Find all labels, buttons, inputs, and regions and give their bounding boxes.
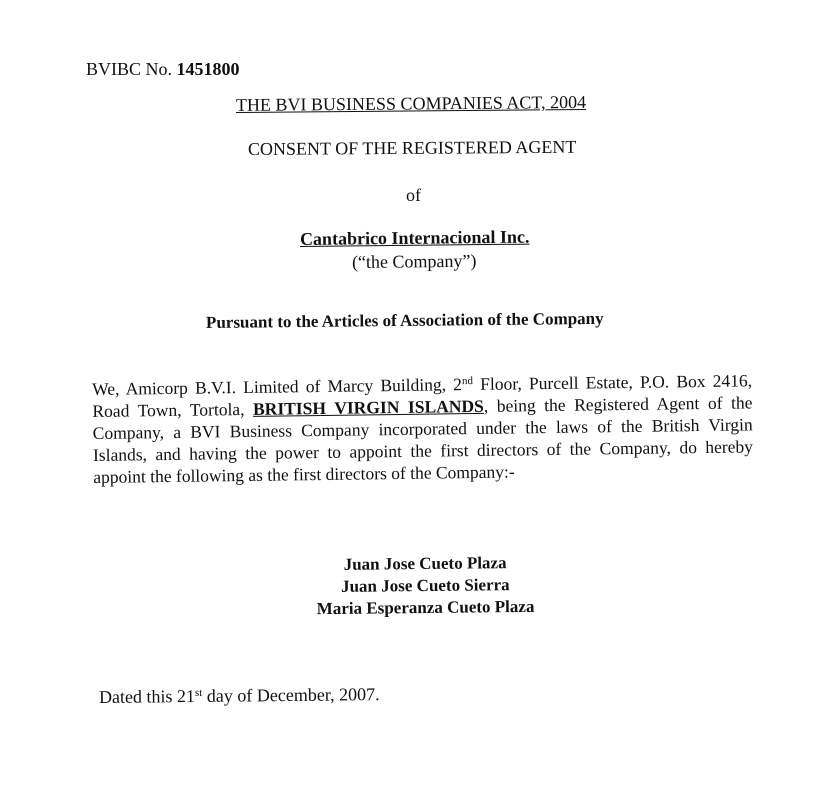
reference-value: 1451800 — [176, 59, 240, 79]
pursuant-heading: Pursuant to the Articles of Association of the Company — [205, 308, 604, 332]
company-alias: (“the Company”) — [351, 250, 477, 272]
paragraph-text: Road Town, Tortola, — [92, 398, 254, 421]
paragraph-line: Company, a BVI Business Company incorporated under the laws of the British Virgin — [92, 414, 753, 443]
dated-text: Dated this 21 — [98, 685, 196, 707]
director-name: Juan Jose Cueto Sierra — [340, 575, 510, 596]
directors-list — [300, 552, 551, 621]
paragraph-text: , being the Registered Agent of the — [483, 392, 753, 416]
director-name: Maria Esperanza Cueto Plaza — [316, 596, 535, 619]
act-title: THE BVI BUSINESS COMPANIES ACT, 2004 — [235, 91, 587, 115]
paragraph-line: Islands, and having the power to appoint the first directors of the Company, do hereby — [92, 436, 754, 465]
of-text: of — [406, 185, 421, 205]
consent-title: CONSENT OF THE REGISTERED AGENT — [247, 136, 577, 159]
bvi-emphasis: BRITISH VIRGIN ISLANDS — [252, 395, 484, 419]
dated-line — [99, 685, 380, 706]
consent-paragraph — [92, 369, 753, 488]
paragraph-line: appoint the following as the first directors of the Company:- — [93, 461, 515, 487]
ordinal-suffix: st — [194, 686, 203, 699]
reference-label: BVIBC No. — [86, 59, 173, 79]
director-name: Juan Jose Cueto Plaza — [343, 553, 507, 574]
dated-text: day of December, 2007. — [202, 684, 380, 706]
company-name: Cantabrico Internacional Inc. — [299, 226, 530, 249]
paragraph-text: We, Amicorp B.V.I. Limited of Marcy Building, 2 — [92, 374, 463, 399]
ordinal-suffix: nd — [461, 375, 474, 388]
reference-number — [86, 60, 240, 78]
paragraph-text: Floor, Purcell Estate, P.O. Box 2416, — [472, 370, 753, 395]
